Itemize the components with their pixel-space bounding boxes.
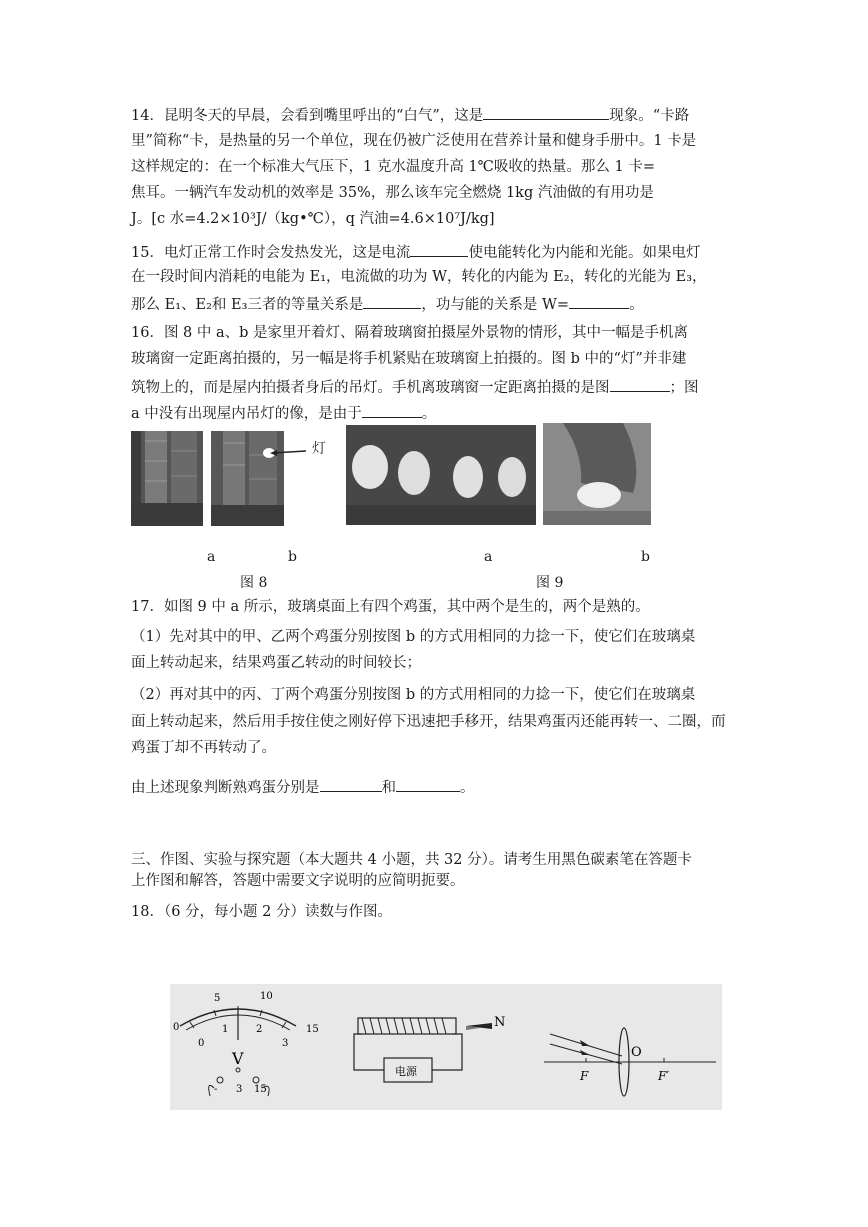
fig8-caption: 图 8: [240, 575, 268, 591]
power-source-label: 电源: [395, 1065, 417, 1078]
q17-blank-1[interactable]: [320, 776, 382, 792]
q17-conclusion: 由上述现象判断熟鸡蛋分别是 和 。: [131, 776, 475, 798]
lamp-pointer-arrow: [268, 441, 318, 461]
q17-part1-line-2: 面上转动起来，结果鸡蛋乙转动的时间较长；: [131, 655, 421, 671]
fig9-photo-a: [346, 425, 536, 525]
q18-figure: [170, 984, 722, 1110]
q14-line-4: 焦耳。一辆汽车发动机的效率是 35%，那么该车完全燃烧 1kg 汽油做的有用功是: [131, 185, 654, 201]
q14-line-2: 里”简称“卡，是热量的另一个单位，现在仍被广泛使用在营养计量和健身手册中。1 卡是: [131, 133, 697, 149]
fig9-label-b: b: [641, 549, 650, 565]
focal-point-f: F: [580, 1069, 589, 1083]
q17-part2-line-1: （2）再对其中的丙、丁两个鸡蛋分别按图 b 的方式用相同的力捻一下，使它们在玻璃桌: [131, 687, 696, 703]
section3-heading-line-1: 三、作图、实验与探究题（本大题共 4 小题，共 32 分）。请考生用黑色碳素笔在答题卡: [131, 852, 692, 868]
q14-line-3: 这样规定的：在一个标准大气压下，1 克水温度升高 1℃吸收的热量。那么 1 卡=: [131, 159, 655, 175]
q18-heading: 18．（6 分，每小题 2 分）读数与作图。: [131, 904, 392, 920]
q14-blank-1[interactable]: [483, 104, 609, 120]
q18-diagrams: [170, 984, 722, 1110]
meter-top-5: 5: [214, 993, 221, 1004]
meter-bottom-1: 1: [222, 1024, 229, 1035]
q17-line-1: 17．如图 9 中 a 所示，玻璃桌面上有四个鸡蛋，其中两个是生的，两个是熟的。: [131, 599, 650, 615]
q15-line-3: 那么 E₁、E₂和 E₃三者的等量关系是 ，功与能的关系是 W= 。: [131, 293, 644, 315]
q14-line-1: 14．昆明冬天的早晨，会看到嘴里呼出的“白气”，这是 现象。“卡路: [131, 104, 689, 126]
q15-blank-1[interactable]: [410, 241, 468, 257]
q16-line-2: 玻璃窗一定距离拍摄的，另一幅是将手机紧贴在玻璃窗上拍摄的。图 b 中的“灯”并非建: [131, 351, 687, 367]
meter-top-15: 15: [306, 1024, 319, 1035]
convex-lens-diagram: [544, 1028, 716, 1096]
terminal-15: 15: [254, 1084, 267, 1095]
q16-line-3: 筑物上的，而是屋内拍摄者身后的吊灯。手机离玻璃窗一定距离拍摄的是图 ；图: [131, 376, 699, 398]
fig9-caption: 图 9: [536, 575, 564, 591]
terminal-3: 3: [236, 1084, 243, 1095]
meter-bottom-2: 2: [256, 1024, 263, 1035]
meter-bottom-3: 3: [282, 1038, 289, 1049]
lamp-label: 灯: [312, 441, 326, 457]
q15-blank-3[interactable]: [569, 293, 629, 309]
terminal-minus: -: [214, 1084, 218, 1095]
q17-part2-line-2: 面上转动起来，然后用手按住使之刚好停下迅速把手移开，结果鸡蛋丙还能再转一、二圈，而: [131, 714, 726, 730]
voltmeter: [173, 991, 319, 1096]
section3-heading-line-2: 上作图和解答，答题中需要文字说明的应简明扼要。: [131, 873, 465, 889]
q15-line-1: 15．电灯正常工作时会发热发光，这是电流 使电能转化为内能和光能。如果电灯: [131, 241, 700, 263]
fig8-label-b: b: [288, 549, 297, 565]
q17-blank-2[interactable]: [396, 776, 460, 792]
q17-part2-line-3: 鸡蛋丁却不再转动了。: [131, 740, 276, 756]
q14-line-5: J。[c 水=4.2×10³J/（kg•℃），q 汽油=4.6×10⁷J/kg]: [131, 211, 495, 227]
q16-blank-2[interactable]: [362, 402, 422, 418]
building-image: [131, 431, 203, 526]
meter-top-0: 0: [173, 1022, 180, 1033]
q16-blank-1[interactable]: [610, 376, 670, 392]
fig9-photo-b: [543, 423, 651, 525]
hand-spinning-egg-image: [543, 423, 651, 525]
q16-line-1: 16．图 8 中 a、b 是家里开着灯、隔着玻璃窗拍摄屋外景物的情形，其中一幅是手机离: [131, 325, 689, 341]
focal-point-f-prime: F′: [658, 1069, 670, 1083]
compass-n-label: N: [494, 1015, 506, 1030]
fig9-label-a: a: [484, 549, 493, 565]
meter-unit: V: [232, 1049, 244, 1068]
fig8-label-a: a: [207, 549, 216, 565]
meter-bottom-0: 0: [198, 1038, 205, 1049]
q15-line-2: 在一段时间内消耗的电能为 E₁，电流做的功为 W，转化的内能为 E₂，转化的光能为 E₃，: [131, 269, 707, 285]
optical-center-o: O: [631, 1045, 642, 1060]
q16-line-4: a 中没有出现屋内吊灯的像，是由于 。: [131, 402, 436, 424]
fig8-photo-a: [131, 431, 203, 526]
solenoid-circuit: [354, 1015, 505, 1082]
q15-blank-2[interactable]: [363, 293, 421, 309]
four-eggs-image: [346, 425, 536, 525]
meter-top-10: 10: [260, 991, 273, 1002]
q17-part1-line-1: （1）先对其中的甲、乙两个鸡蛋分别按图 b 的方式用相同的力捻一下，使它们在玻璃桌: [131, 629, 696, 645]
